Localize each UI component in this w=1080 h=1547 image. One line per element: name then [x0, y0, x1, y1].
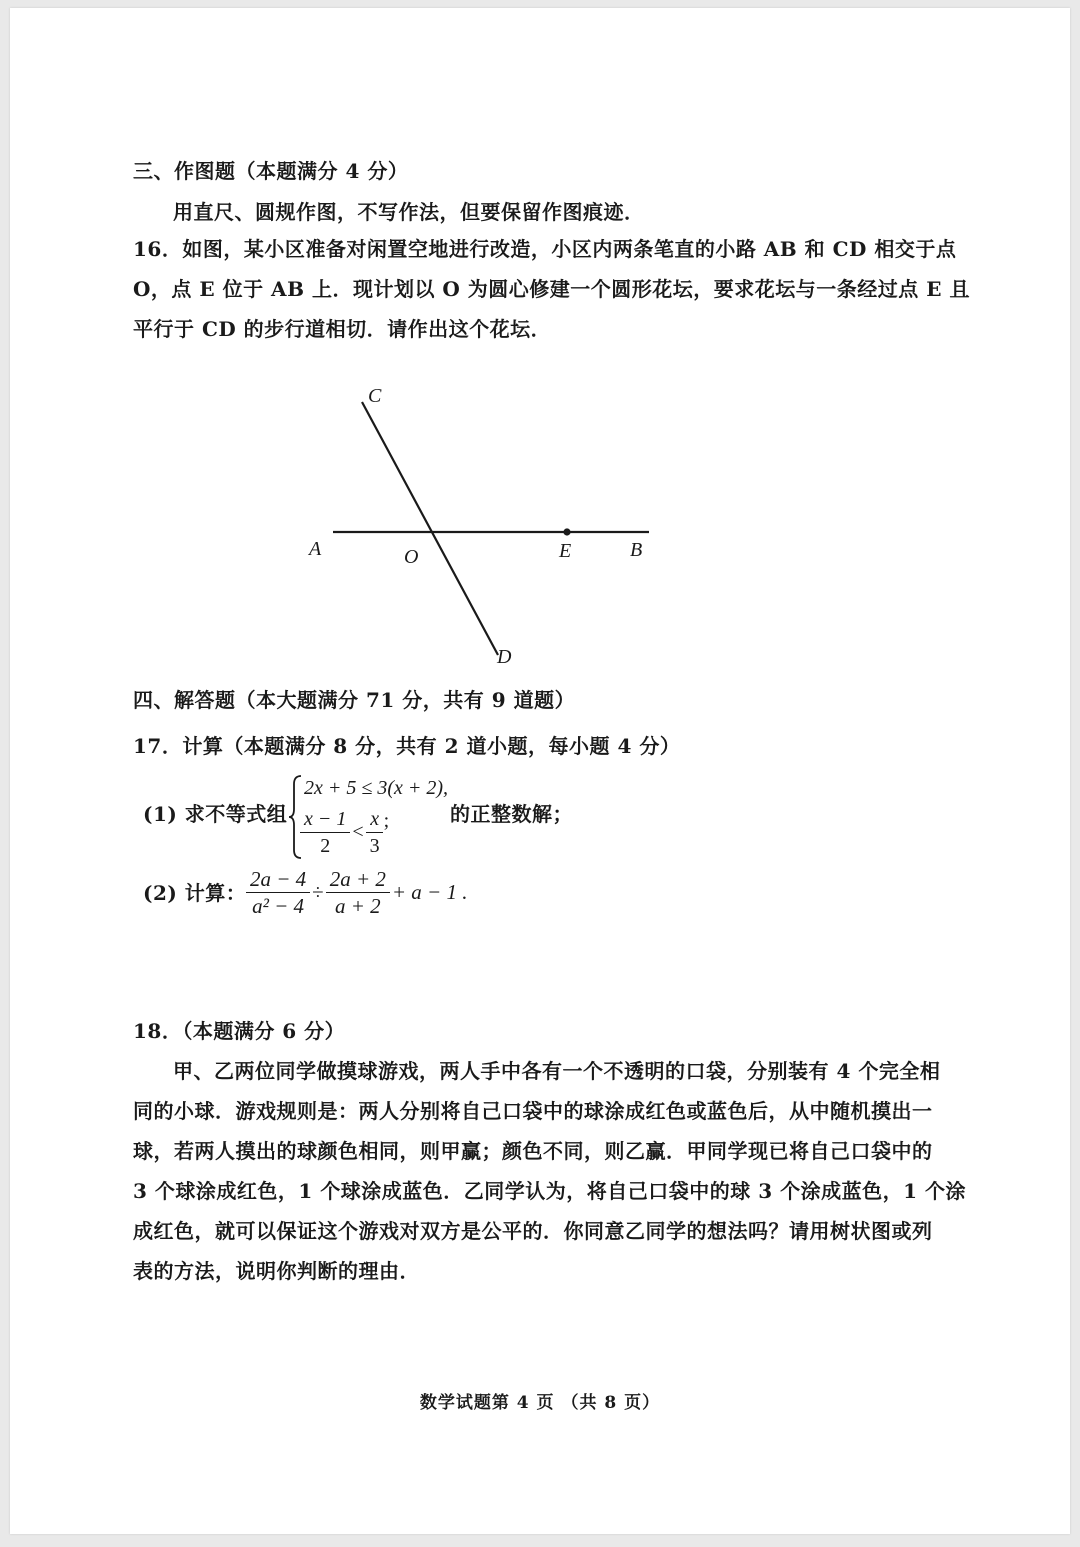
q16-figure — [0, 0, 1080, 700]
frac-x-minus-1-over-2: $\frac{x - 1}{2}$ — [300, 806, 350, 859]
section4-heading: 四、解答题（本大题满分 71 分，共有 9 道题） — [133, 688, 576, 712]
section3-instruction: 用直尺、圆规作图，不写作法，但要保留作图痕迹． — [173, 200, 645, 224]
q17-ineq2: $\frac{x - 1}{2}$ < $\frac{x}{3}$ ; — [300, 806, 389, 859]
q17-part1-prefix: (1) 求不等式组 — [143, 802, 288, 826]
frac-2a-plus-2: $\frac{2a + 2}{a + 2}$ — [326, 866, 390, 919]
section3-heading: 三、作图题（本题满分 4 分） — [133, 159, 409, 183]
q18-line: 表的方法，说明你判断的理由． — [133, 1259, 420, 1283]
q17-part2-prefix: (2) 计算： — [143, 881, 247, 905]
q18-line: 成红色，就可以保证这个游戏对双方是公平的．你同意乙同学的想法吗？请用树状图或列 — [133, 1219, 933, 1243]
label-a: A — [309, 538, 322, 560]
label-c: C — [368, 385, 382, 407]
q17-part1-suffix: 的正整数解； — [450, 802, 573, 826]
q17-part2-expression: $\frac{2a - 4}{\text{a² − 4}}$ ÷ $\frac{2a + 2}{a + 2}$ + a − 1 . — [246, 866, 467, 919]
label-e: E — [559, 540, 572, 562]
line-cd — [362, 402, 498, 655]
label-d: D — [497, 646, 512, 668]
frac-x-over-3: $\frac{x}{3}$ — [366, 806, 384, 859]
q16-line1: 16．如图，某小区准备对闲置空地进行改造，小区内两条笔直的小路 AB 和 CD 相交于点 — [133, 237, 957, 261]
label-o: O — [404, 546, 419, 568]
q16-line3: 平行于 CD 的步行道相切．请作出这个花坛． — [133, 317, 552, 341]
label-b: B — [630, 539, 643, 561]
q18-line: 3 个球涂成红色，1 个球涂成蓝色．乙同学认为，将自己口袋中的球 3 个涂成蓝色，1 个涂 — [133, 1179, 966, 1203]
q18-line: 球，若两人摸出的球颜色相同，则甲赢；颜色不同，则乙赢．甲同学现已将自己口袋中的 — [133, 1139, 933, 1163]
point-e — [563, 528, 570, 535]
q18-line: 甲、乙两位同学做摸球游戏，两人手中各有一个不透明的口袋，分别装有 4 个完全相 — [173, 1059, 941, 1083]
q18-line: 同的小球．游戏规则是：两人分别将自己口袋中的球涂成红色或蓝色后，从中随机摸出一 — [133, 1099, 933, 1123]
q17-ineq1: 2x + 5 ≤ 3(x + 2), — [304, 777, 449, 799]
q16-line2: O，点 E 位于 AB 上．现计划以 O 为圆心修建一个圆形花坛，要求花坛与一条经过点 E 且 — [133, 277, 970, 301]
q17-heading: 17．计算（本题满分 8 分，共有 2 道小题，每小题 4 分） — [133, 734, 681, 758]
q18-heading: 18．（本题满分 6 分） — [133, 1019, 346, 1043]
frac-2a-minus-4: $\frac{2a - 4}{\text{a² − 4}}$ — [246, 866, 310, 919]
page-footer: 数学试题第 4 页 （共 8 页） — [419, 1393, 661, 1413]
